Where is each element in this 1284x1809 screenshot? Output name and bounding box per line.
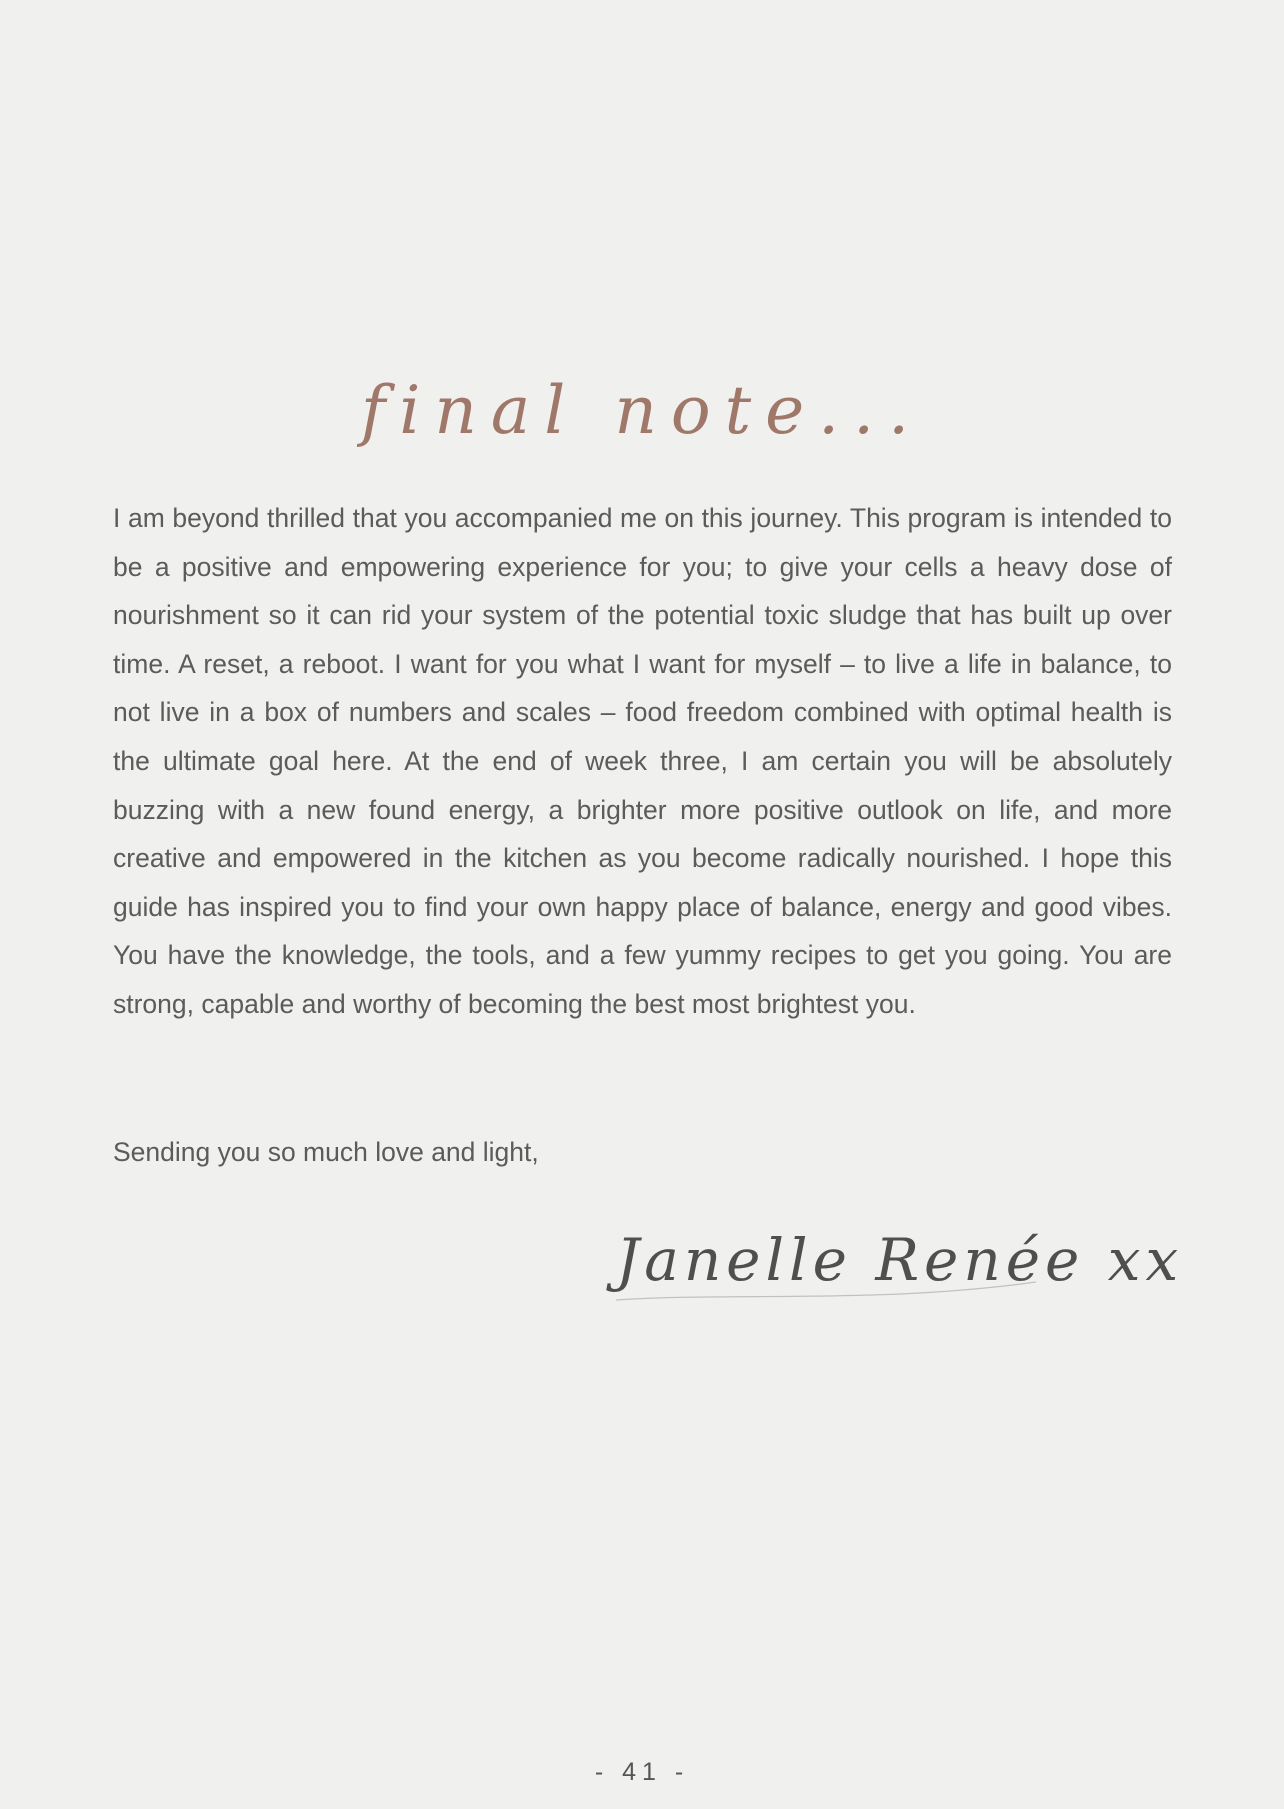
page-number: - 41 - xyxy=(594,1758,690,1786)
page-title: final note... xyxy=(360,372,924,449)
body-paragraph: I am beyond thrilled that you accompanied me on this journey. This program is intended to be a positive and empowering experience for you; to give your cells a heavy dose of nourishment so it can rid your system of the potential toxic sludge that has built up over time. A reset, a reboot. I want for you what I want for myself – to live a life in balance, to not live in a box of numbers and scales – food freedom combined with optimal health is the ultimate goal here. At the end of week three, I am certain you will be absolutely buzzing with a new found energy, a brighter more positive outlook on life, and more creative and empowered in the kitchen as you become radically nourished. I hope this guide has inspired you to find your own happy place of balance, energy and good vibes. You have the knowledge, the tools, and a few yummy recipes to get you going. You are strong, capable and worthy of becoming the best most brightest you. xyxy=(113,503,1172,1019)
signature xyxy=(616,1212,1184,1312)
closing-line: Sending you so much love and light, xyxy=(113,1137,539,1167)
signature-text: Janelle Renée xx xyxy=(616,1226,1184,1294)
